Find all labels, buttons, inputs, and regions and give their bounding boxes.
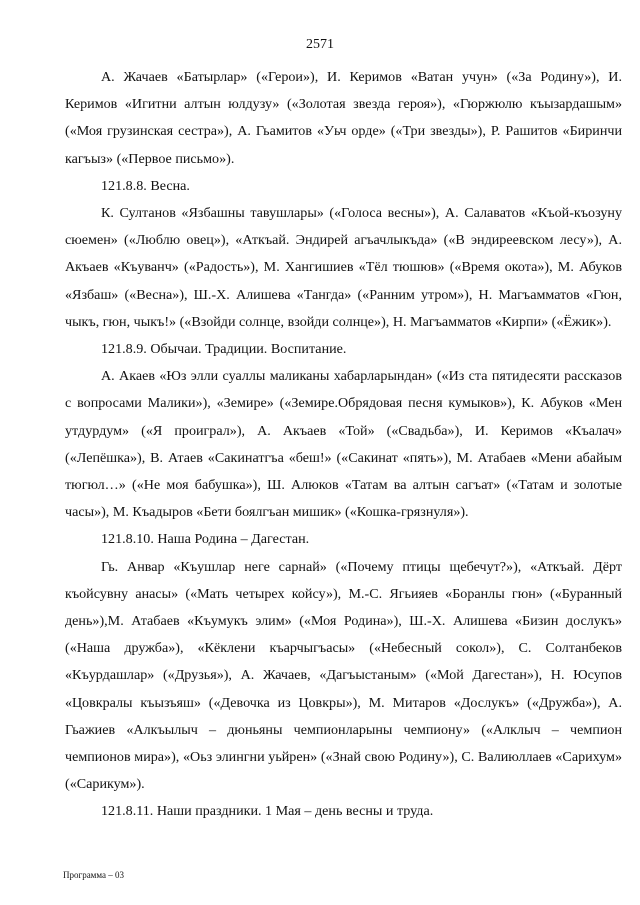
- paragraph: К. Султанов «Язбашны тавушлары» («Голоса весны»), А. Салаватов «Къой-къозуну сюемен» («Люблю овец»), «Аткъай. Эндирей агъачлыкъда» («В эндиреевском лесу»), А. Акъаев «Къуванч» («Радость»), М. Хангишиев «Тёл тюшюв» («Время окота»), М. Абуков «Язбаш» («Весна»), Ш.-Х. Алишева «Тангда» («Ранним утром»), Н. Магъамматов «Гюн, чыкъ, гюн, чыкъ!» («Взойди солнце, взойди солнце»), Н. Магъамматов «Кирпи» («Ёжик»).: [65, 205, 622, 330]
- page-number: 2571: [306, 37, 334, 52]
- section-heading: 121.8.10. Наша Родина – Дагестан.: [101, 531, 310, 548]
- paragraph: А. Акаев «Юз элли суаллы маликаны хабарларындан» («Из ста пятидесяти рассказов с вопросами Малики»), «Земире» («Земире.Обрядовая песня кумыков»), К. Абуков «Мен утдурдум» («Я проиграл»), А. Акъаев «Той» («Свадьба»), И. Керимов «Къалач» («Лепёшка»), В. Атаев «Сакинатгъа «беш!» («Сакинат «пять»), М. Атабаев «Мени абайым тюгюл…» («Не моя бабушка»), Ш. Алюков «Татам ва алтын сагъат» («Татам и золотые часы»), М. Къадыров «Бети боялгъан мишик» («Кошка-грязнуля»).: [65, 368, 622, 521]
- paragraph: Гь. Анвар «Къушлар неге сарнай» («Почему птицы щебечут?»), «Аткъай. Дёрт къойсувну анасы» («Мать четырех койсу»), М.-С. Ягьияев «Боранлы гюн» («Буранный день»),М. Атабаев «Къумукъ элим» («Моя Родина»), Ш.-Х. Алишева «Бизин дослукъ» («Наша дружба»), «Кёклени къарчыгъасы» («Небесный сокол»), С. Солтанбеков «Къурдашлар» («Друзья»), А. Жачаев, «Дагъыстаным» («Мой Дагестан»), Н. Юсупов «Цовкралы къызъяш» («Девочка из Цовкры»), М. Митаров «Дослукъ» («Дружба»), А. Гьажиев «Алкъылыч – дюньяны чемпионларыны чемпиону» («Алклыч – чемпион чемпионов мира»), «Оьз элингни уьйрен» («Знай свою Родину»), С. Валиюллаев «Сарихум» («Сарикум»).: [65, 558, 622, 793]
- section-heading: 121.8.9. Обычаи. Традиции. Воспитание.: [101, 341, 347, 358]
- section-heading: 121.8.11. Наши праздники. 1 Мая – день весны и труда.: [101, 803, 434, 820]
- paragraph: А. Жачаев «Батырлар» («Герои»), И. Керимов «Ватан учун» («За Родину»), И. Керимов «Игитни алтын юлдузу» («Золотая звезда героя»), «Гюржюлю къызардашым» («Моя грузинская сестра»), А. Гьамитов «Уьч орде» («Три звезды»), Р. Рашитов «Биринчи кагъыз» («Первое письмо»).: [65, 69, 622, 167]
- document-body: [65, 64, 622, 826]
- section-heading: 121.8.8. Весна.: [101, 177, 190, 194]
- footer-label: Программа – 03: [63, 870, 125, 880]
